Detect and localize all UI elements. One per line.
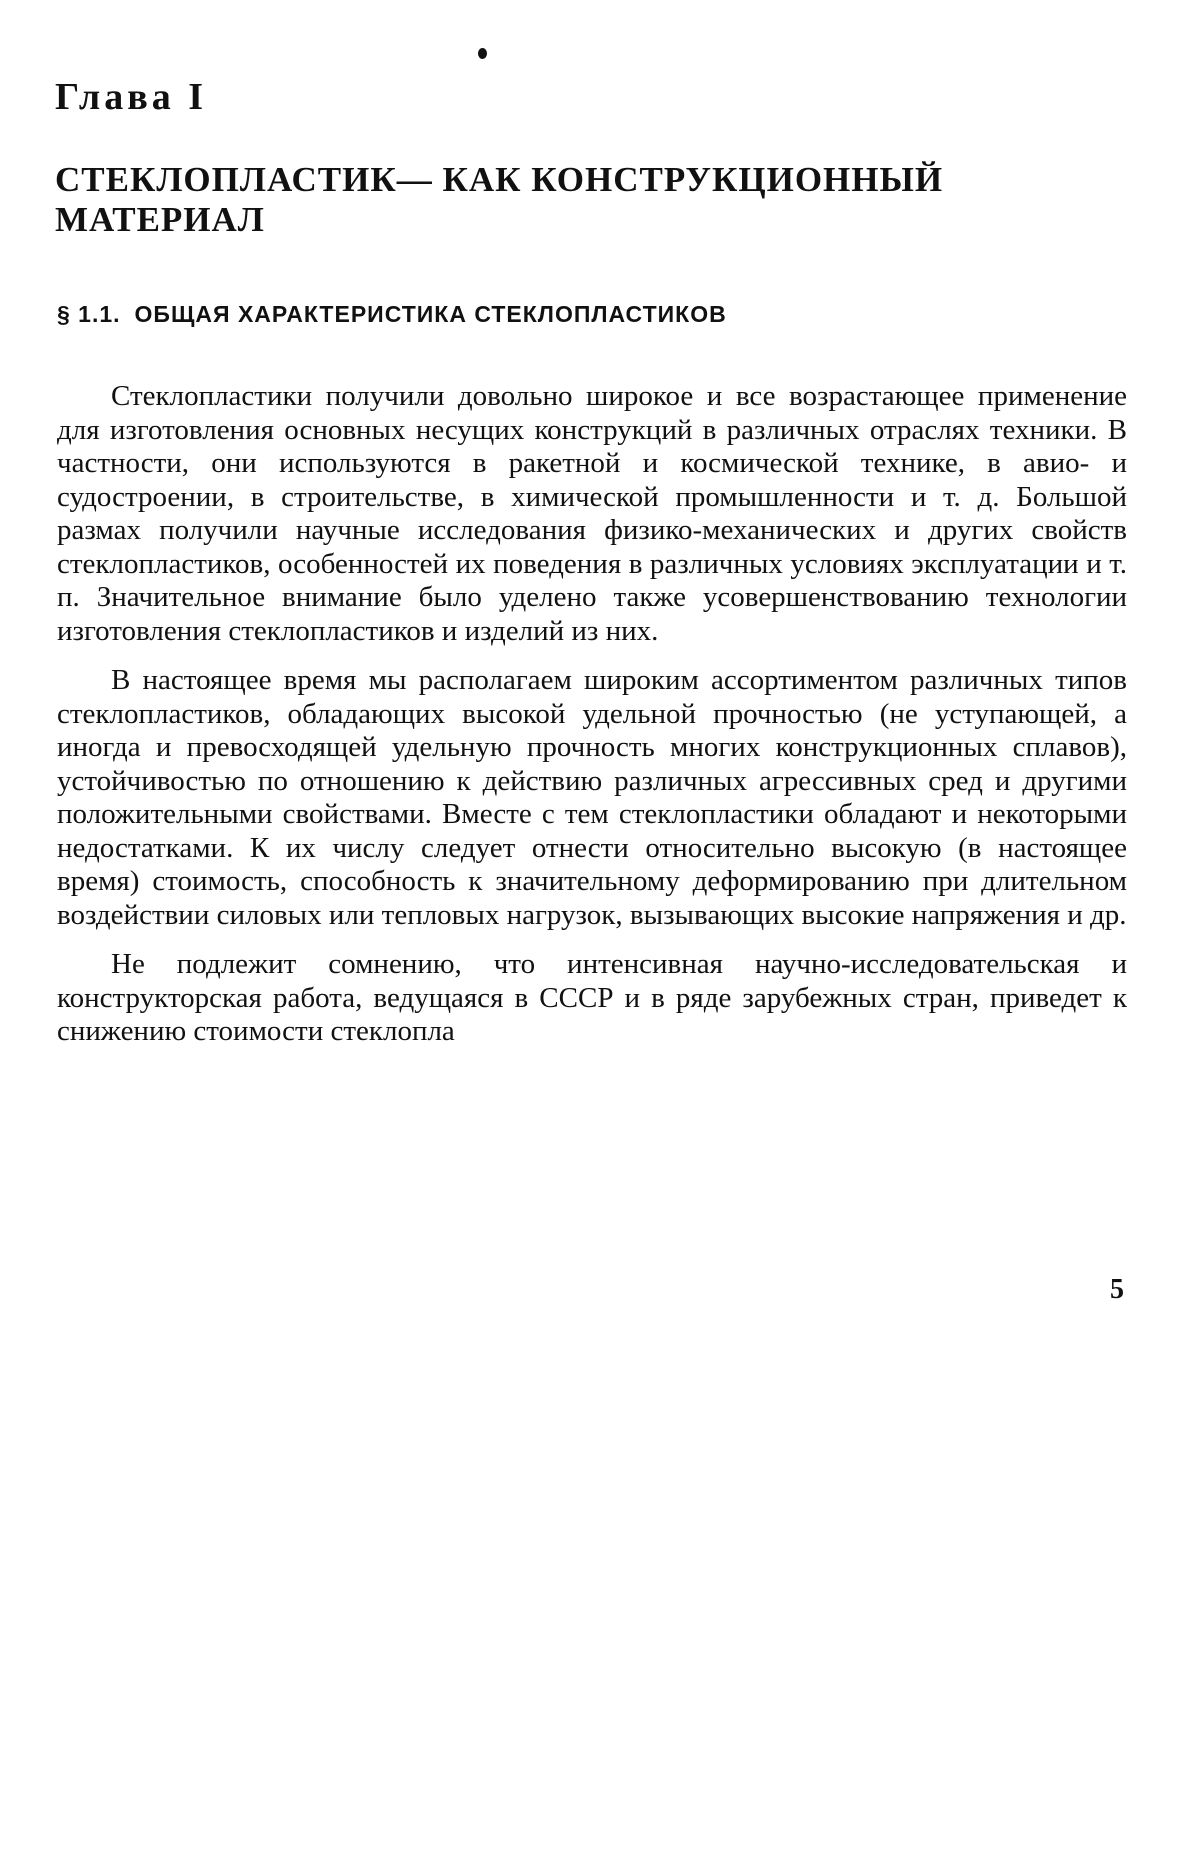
chapter-label: Глава I — [55, 76, 208, 118]
paragraph: Не подлежит сомнению, что интенсивная научно-исследовательская и конструкторская работа, ведущаяся в СССР и в ряде зарубежных стран, приведет к снижению стоимости стеклопла — [57, 948, 1127, 1047]
page-number: 5 — [1110, 1274, 1124, 1305]
section-heading — [57, 303, 727, 326]
section-title: ОБЩАЯ ХАРАКТЕРИСТИКА СТЕКЛОПЛАСТИКОВ — [134, 301, 727, 327]
chapter-title: СТЕКЛОПЛАСТИК— КАК КОНСТРУКЦИОННЫЙ МАТЕРИАЛ — [55, 160, 944, 239]
paragraph: Стеклопластики получили довольно широкое и все возрастающее применение для изготовления основных несущих конструкций в различных отраслях техники. В частности, они используются в ракетной и космической технике, в авио- и судостроении, в строительстве, в химической промышленности и т. д. Большой размах получили научные исследования физико-механических и других свойств стеклопластиков, особенностей их поведения в различных условиях эксплуатации и т. п. Значительное внимание было уделено также усовершенствованию технологии изготовления стеклопластиков и изделий из них. — [57, 380, 1127, 647]
print-speck — [478, 48, 487, 59]
paragraph: В настоящее время мы располагаем широким ассортиментом различных типов стеклопластиков, обладающих высокой удельной прочностью (не уступающей, а иногда и превосходящей удельную прочность многих конструкционных сплавов), устойчивостью по отношению к действию различных агрессивных сред и другими положительными свойствами. Вместе с тем стеклопластики обладают и некоторыми недостатками. К их числу следует отнести относительно высокую (в настоящее время) стоимость, способность к значительному деформированию при длительном воздействии силовых или тепловых нагрузок, вызывающих высокие напряжения и др. — [57, 664, 1127, 931]
section-number: § 1.1. — [57, 301, 121, 327]
body-text — [57, 380, 1127, 1065]
